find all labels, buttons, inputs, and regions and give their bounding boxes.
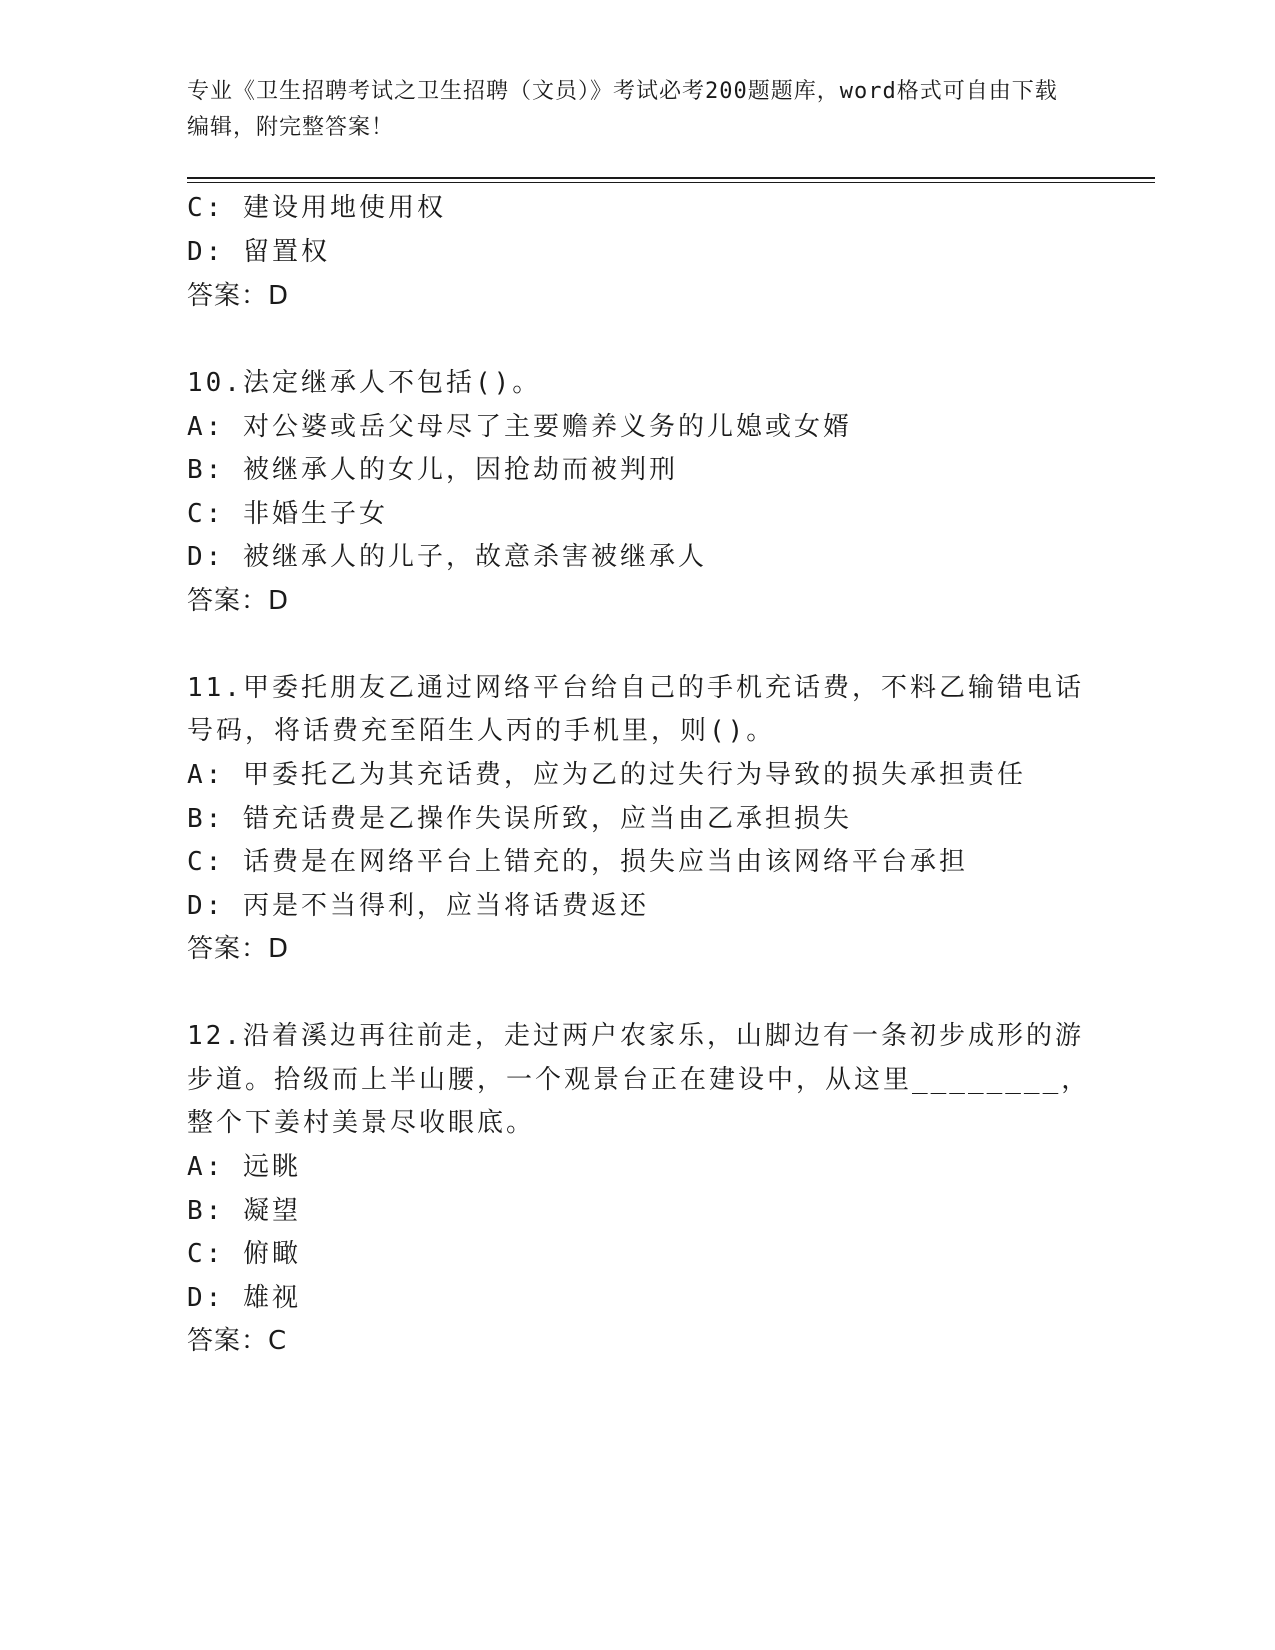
header-divider-thin	[187, 182, 1155, 183]
header-divider-thick	[187, 177, 1155, 179]
option-b-q11: B: 错充话费是乙操作失误所致，应当由乙承担损失	[187, 804, 852, 834]
question-12-line-3: 整个下姜村美景尽收眼底。	[187, 1108, 536, 1138]
answer-q12: 答案：C	[187, 1326, 288, 1356]
option-a-q12: A: 远眺	[187, 1152, 301, 1182]
answer-q9: 答案：D	[187, 281, 290, 311]
option-a-q11: A: 甲委托乙为其充话费，应为乙的过失行为导致的损失承担责任	[187, 760, 1026, 790]
option-d-q9: D: 留置权	[187, 237, 330, 267]
option-a-q10: A: 对公婆或岳父母尽了主要赡养义务的儿媳或女婿	[187, 412, 852, 442]
option-d-q10: D: 被继承人的儿子，故意杀害被继承人	[187, 542, 707, 572]
question-12-line-1: 12.沿着溪边再往前走，走过两户农家乐，山脚边有一条初步成形的游	[187, 1021, 1084, 1051]
document-header: 专业《卫生招聘考试之卫生招聘（文员）》考试必考200题题库，word格式可自由下载编辑，附完整答案！	[187, 79, 1058, 140]
answer-q11: 答案：D	[187, 934, 290, 964]
option-b-q10: B: 被继承人的女儿，因抢劫而被判刑	[187, 455, 678, 485]
option-c-q12: C: 俯瞰	[187, 1239, 301, 1269]
option-c-q9: C: 建设用地使用权	[187, 193, 446, 223]
option-d-q11: D: 丙是不当得利，应当将话费返还	[187, 891, 649, 921]
option-d-q12: D: 雄视	[187, 1283, 301, 1313]
question-11-line-2: 号码，将话费充至陌生人丙的手机里，则()。	[187, 716, 776, 746]
option-c-q10: C: 非婚生子女	[187, 499, 388, 529]
question-10: 10.法定继承人不包括()。	[187, 368, 542, 398]
question-12-line-2: 步道。拾级而上半山腰，一个观景台正在建设中，从这里________，	[187, 1065, 1091, 1095]
question-11-line-1: 11.甲委托朋友乙通过网络平台给自己的手机充话费，不料乙输错电话	[187, 673, 1084, 703]
answer-q10: 答案：D	[187, 586, 290, 616]
option-b-q12: B: 凝望	[187, 1196, 301, 1226]
option-c-q11: C: 话费是在网络平台上错充的，损失应当由该网络平台承担	[187, 847, 968, 877]
